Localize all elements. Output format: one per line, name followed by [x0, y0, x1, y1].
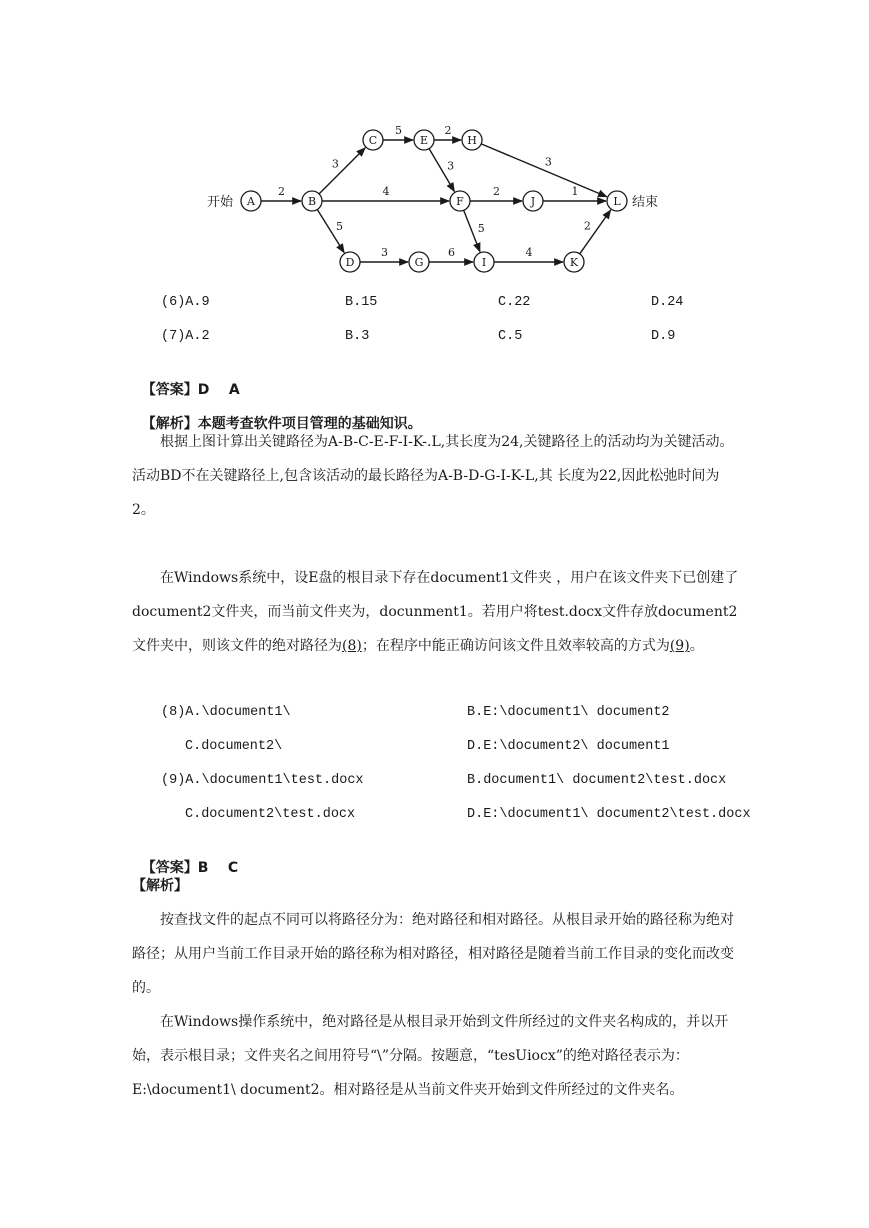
option-8d: D.E:\document2\ document1	[467, 739, 670, 754]
end-label: 结束	[632, 195, 659, 210]
option-7b: B.3	[345, 329, 370, 344]
answer-2	[132, 841, 238, 877]
start-label: 开始	[207, 195, 234, 210]
edge-weight-B-D: 5	[335, 220, 343, 234]
edge-weight-E-H: 2	[444, 124, 452, 137]
node-label-H: H	[467, 134, 477, 147]
answer-1	[132, 363, 240, 399]
option-9a: (9)A.\document1\test.docx	[161, 773, 364, 788]
stem-part-1: 在Windows系统中，设E盘的根目录下存在document1文件夹 ，用户在该文件夹下已创建了document2文件夹，而当前文件夹为，docunment1。若用户将test.docx文件存放document2文件夹中，则该文件的绝对路径为	[132, 570, 739, 654]
stem-part-3: 。	[689, 638, 704, 654]
option-6d: D.24	[651, 295, 684, 310]
node-label-I: I	[481, 256, 487, 269]
node-label-G: G	[414, 256, 424, 269]
edge-weight-K-L: 2	[583, 219, 591, 233]
edge-weight-H-L: 3	[544, 155, 552, 169]
option-9d: D.E:\document1\ document2\test.docx	[467, 807, 751, 822]
answer-label: 【答案】	[141, 382, 198, 398]
edge-weight-F-J: 2	[493, 185, 500, 198]
option-6c: C.22	[498, 295, 531, 310]
option-9c: C.document2\test.docx	[185, 807, 356, 822]
option-6b: B.15	[345, 295, 378, 310]
edge-weight-B-C: 3	[331, 157, 339, 171]
edge-weight-A-B: 2	[278, 185, 285, 198]
answer-value: D A	[197, 382, 240, 398]
question-8-9-stem	[132, 561, 740, 663]
analysis-2-para-2: 在Windows操作系统中，绝对路径是从根目录开始到文件所经过的文件夹名构成的，并以开始，表示根目录；文件夹名之间用符号“\”分隔。按题意，“tesUiocx”的绝对路径表示为：E:\document1\ document2。相对路径是从当前文件夹开始到文件所经过的文件夹名。	[132, 1014, 729, 1098]
option-8a: (8)A.\document1\	[161, 705, 291, 720]
analysis-1-text: 根据上图计算出关键路径为A-B-C-E-F-I-K-.L,其长度为24,关键路径上的活动均为关键活动。活动BD不在关键路径上,包含该活动的最长路径为A-B-D-G-I-K-L,其 长度为22,因此松弛时间为2。	[132, 434, 734, 518]
node-label-F: F	[456, 195, 464, 208]
edge-weight-J-L: 1	[571, 185, 579, 198]
blank-9: (9)	[669, 638, 690, 654]
option-9b: B.document1\ document2\test.docx	[467, 773, 727, 788]
stem-part-2: ；在程序中能正确访问该文件且效率较高的方式为	[361, 638, 670, 654]
option-7c: C.5	[498, 329, 523, 344]
edge-weight-C-E: 5	[395, 124, 402, 137]
edge-H-L	[481, 144, 607, 197]
edge-weight-I-K: 4	[525, 246, 533, 259]
node-label-A: A	[247, 195, 255, 208]
node-label-D: D	[345, 256, 355, 269]
edge-weight-E-F: 3	[447, 159, 455, 173]
node-label-L: L	[613, 195, 621, 208]
edge-B-C	[319, 148, 365, 194]
edge-weight-B-F: 4	[382, 185, 390, 198]
node-label-E: E	[419, 134, 429, 147]
edge-weight-F-I: 5	[477, 221, 485, 235]
node-label-C: C	[368, 134, 378, 147]
option-7d: D.9	[651, 329, 676, 344]
answer-label: 【答案】	[141, 860, 198, 876]
analysis-label: 【解析】	[141, 416, 198, 432]
analysis-title: 本题考查软件项目管理的基础知识。	[197, 416, 422, 432]
activity-network-diagram	[0, 0, 869, 300]
option-6a: (6)A.9	[161, 295, 210, 310]
node-label-K: K	[569, 256, 579, 269]
blank-8: (8)	[342, 638, 362, 654]
node-label-B: B	[307, 195, 317, 208]
option-8c: C.document2\	[185, 739, 283, 754]
analysis-2-para-1: 按查找文件的起点不同可以将路径分为：绝对路径和相对路径。从根目录开始的路径称为绝对路径；从用户当前工作目录开始的路径称为相对路径，相对路径是随着当前工作目录的变化而改变的。	[132, 912, 734, 996]
edge-weight-G-I: 6	[448, 246, 455, 259]
option-7a: (7)A.2	[161, 329, 210, 344]
option-8b: B.E:\document1\ document2	[467, 705, 670, 720]
node-label-J: J	[530, 195, 536, 208]
analysis-2-heading: 【解析】	[132, 878, 188, 894]
edge-weight-D-G: 3	[381, 246, 388, 259]
answer-value: B C	[197, 860, 239, 876]
